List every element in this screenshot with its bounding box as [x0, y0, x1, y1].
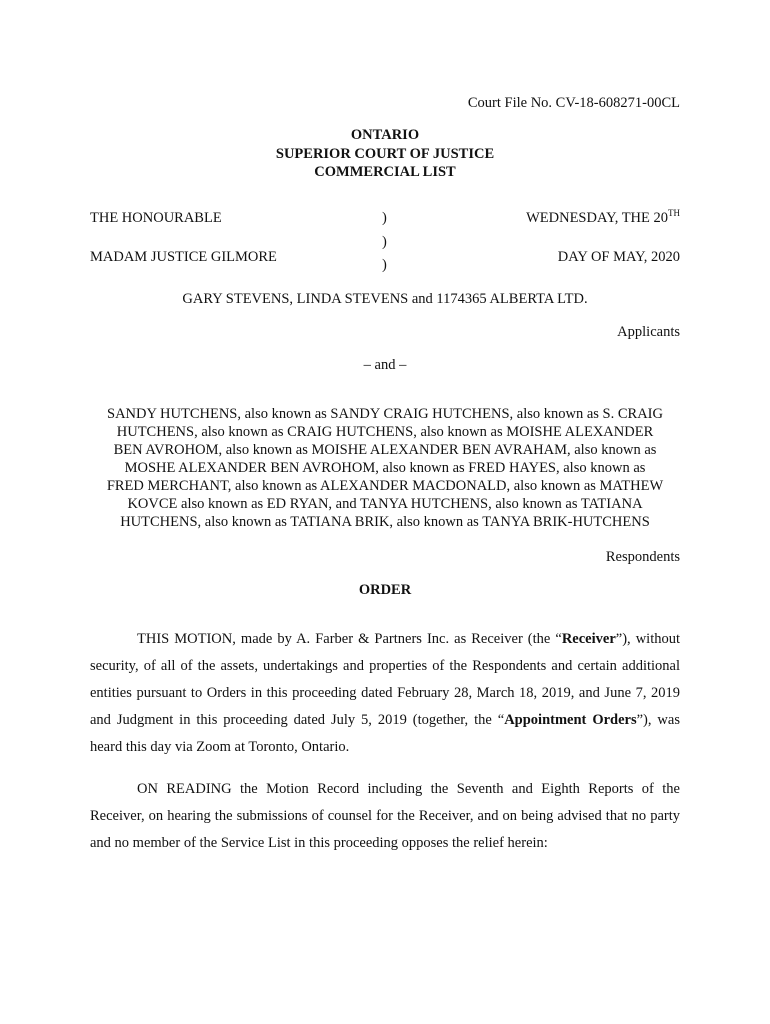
bracket-2: )	[382, 234, 387, 250]
bracket-3: )	[382, 257, 387, 273]
court-file-number: Court File No. CV-18-608271-00CL	[467, 95, 680, 111]
judge-line-2: MADAM JUSTICE GILMORE	[90, 249, 277, 265]
para1-defined-term-appointment-orders: Appointment Orders	[504, 712, 637, 728]
para2-text: ON READING the Motion Record including the Seventh and Eighth Reports of the Receiver, on hearing the submissions of counsel for the Receiver, and on being advised that no party and no member of the Service List in this proceeding opposes the relief herein:	[90, 781, 680, 851]
and-separator: – and –	[363, 357, 407, 373]
court-heading-line-3: COMMERCIAL LIST	[314, 164, 456, 180]
date-line-1-text: WEDNESDAY, THE 20	[526, 210, 668, 226]
bracket-1: )	[382, 210, 387, 226]
applicants-label: Applicants	[617, 324, 680, 340]
respondents-line: MOSHE ALEXANDER BEN AVROHOM, also known as FRED HAYES, also known as	[124, 460, 646, 476]
respondents-line: SANDY HUTCHENS, also known as SANDY CRAIG HUTCHENS, also known as S. CRAIG	[107, 406, 663, 422]
respondents-label: Respondents	[605, 549, 680, 565]
para1-text-2: ”), without security, of all of the assets, undertakings and properties of the Respondents and certain additional entities pursuant to Orders in this proceeding dated February 28, March 18, 2019, and June 7, 2019 and Judgment in this proceeding dated July 5, 2019 (together, the “	[90, 631, 680, 728]
reading-paragraph	[90, 776, 680, 857]
motion-paragraph	[90, 626, 680, 761]
court-heading-line-1: ONTARIO	[350, 127, 420, 143]
respondents-line: KOVCE also known as ED RYAN, and TANYA HUTCHENS, also known as TATIANA	[127, 496, 643, 512]
date-line-1	[526, 210, 680, 227]
respondents-line: HUTCHENS, also known as TATIANA BRIK, also known as TANYA BRIK-HUTCHENS	[120, 514, 650, 530]
order-title: ORDER	[358, 582, 412, 598]
date-line-2: DAY OF MAY, 2020	[557, 249, 680, 265]
date-superscript: TH	[668, 208, 680, 218]
respondents-names	[90, 405, 680, 531]
para1-text-1: THIS MOTION, made by A. Farber & Partners Inc. as Receiver (the “	[137, 631, 562, 647]
court-heading-line-2: SUPERIOR COURT OF JUSTICE	[275, 146, 495, 162]
applicants-names: GARY STEVENS, LINDA STEVENS and 1174365 ALBERTA LTD.	[182, 291, 588, 307]
para1-defined-term-receiver: Receiver	[561, 631, 616, 647]
respondents-line: BEN AVROHOM, also known as MOISHE ALEXANDER BEN AVRAHAM, also known as	[113, 442, 657, 458]
para1-text-3: ”), was heard this day via Zoom at Toronto, Ontario.	[90, 712, 680, 755]
respondents-line: FRED MERCHANT, also known as ALEXANDER MACDONALD, also known as MATHEW	[106, 478, 664, 494]
respondents-line: HUTCHENS, also known as CRAIG HUTCHENS, also known as MOISHE ALEXANDER	[116, 424, 654, 440]
judge-line-1: THE HONOURABLE	[90, 210, 222, 226]
